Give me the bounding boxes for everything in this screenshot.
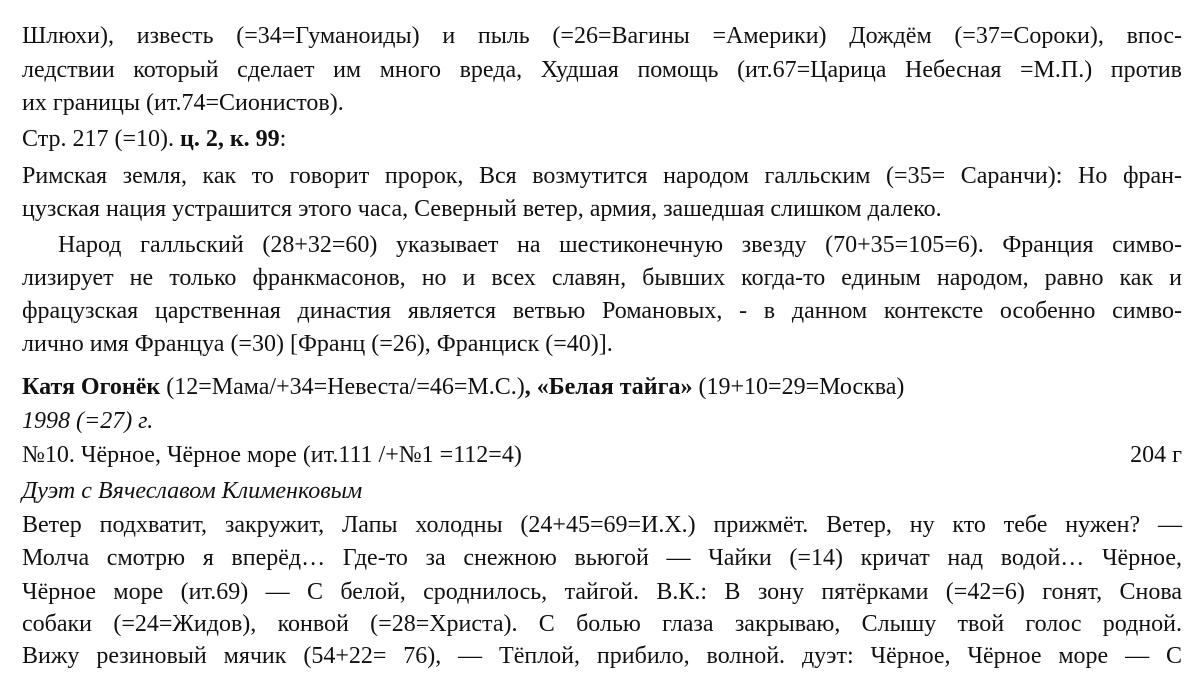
text-line: лизирует не только франкмасонов, но и всех славян, бывших когда-то единым народом, равно как и xyxy=(22,265,1182,291)
reference-prefix: Стр. 217 (=10). xyxy=(22,126,180,152)
author-note: (12=Мама/+34=Невеста/=46=М.С.) xyxy=(160,374,525,400)
page-reference xyxy=(22,124,1182,154)
entry-year: 1998 (=27) г. xyxy=(22,408,154,434)
lyrics-line: Ветер подхватит, закружит, Лапы холодны (24+45=69=И.Х.) прижмёт. Ветер, ну кто тебе нужен? — xyxy=(22,512,1182,538)
author-name: Катя Огонёк xyxy=(22,374,161,400)
text-line: ледствии который сделает им много вреда, Худшая помощь (ит.67=Царица Небесная =М.П.) против xyxy=(22,57,1182,83)
duet-credit: Дуэт с Вячеславом Клименковым xyxy=(22,478,363,504)
lyrics-line: Молча смотрю я вперёд… Где-то за снежною вьюгой — Чайки (=14) кричат над водой… Чёрное, xyxy=(22,545,1182,571)
text-line: цузская нация устрашится этого часа, Северный ветер, армия, зашедшая слишком далеко. xyxy=(22,196,942,222)
lyrics-line: Вижу резиновый мячик (54+22= 76), — Тёплой, прибило, волной. дуэт: Чёрное, Чёрное море — С xyxy=(22,643,1182,669)
lyrics-line: Чёрное море (ит.69) — С белой, сроднилось, тайгой. В.К.: В зону пятёрками (=42=6) гонят, Снова xyxy=(22,579,1182,605)
lyrics-line: собаки (=24=Жидов), конвой (=28=Христа). С болью глаза закрываю, Слышу твой голос родной. xyxy=(22,611,1182,637)
text-line: их границы (ит.74=Сионистов). xyxy=(22,90,344,116)
track-title: №10. Чёрное, Чёрное море (ит.111 /+№1 =112=4) xyxy=(22,442,522,468)
text-line: Римская земля, как то говорит пророк, Вся возмутится народом галльским (=35= Саранчи): Но фран- xyxy=(22,163,1182,189)
album-title: , «Белая тайга» xyxy=(524,374,693,400)
text-line: фрацузская царственная династия является ветвью Романовых, - в данном контексте особенно симво- xyxy=(22,298,1182,324)
reference-bold: ц. 2, к. 99 xyxy=(180,126,280,152)
track-price: 204 г xyxy=(1130,442,1182,468)
text-line: Шлюхи), известь (=34=Гуманоиды) и пыль (=26=Вагины =Америки) Дождём (=37=Сороки), впос- xyxy=(22,23,1182,49)
album-note: (19+10=29=Москва) xyxy=(692,374,905,400)
reference-suffix: : xyxy=(279,126,287,152)
text-line: Народ галльский (28+32=60) указывает на шестиконечную звезду (70+35=105=6). Франция симво- xyxy=(58,232,1182,258)
entry-header xyxy=(22,372,1182,402)
text-line: лично имя Француа (=30) [Франц (=26), Франциск (=40)]. xyxy=(22,331,613,357)
